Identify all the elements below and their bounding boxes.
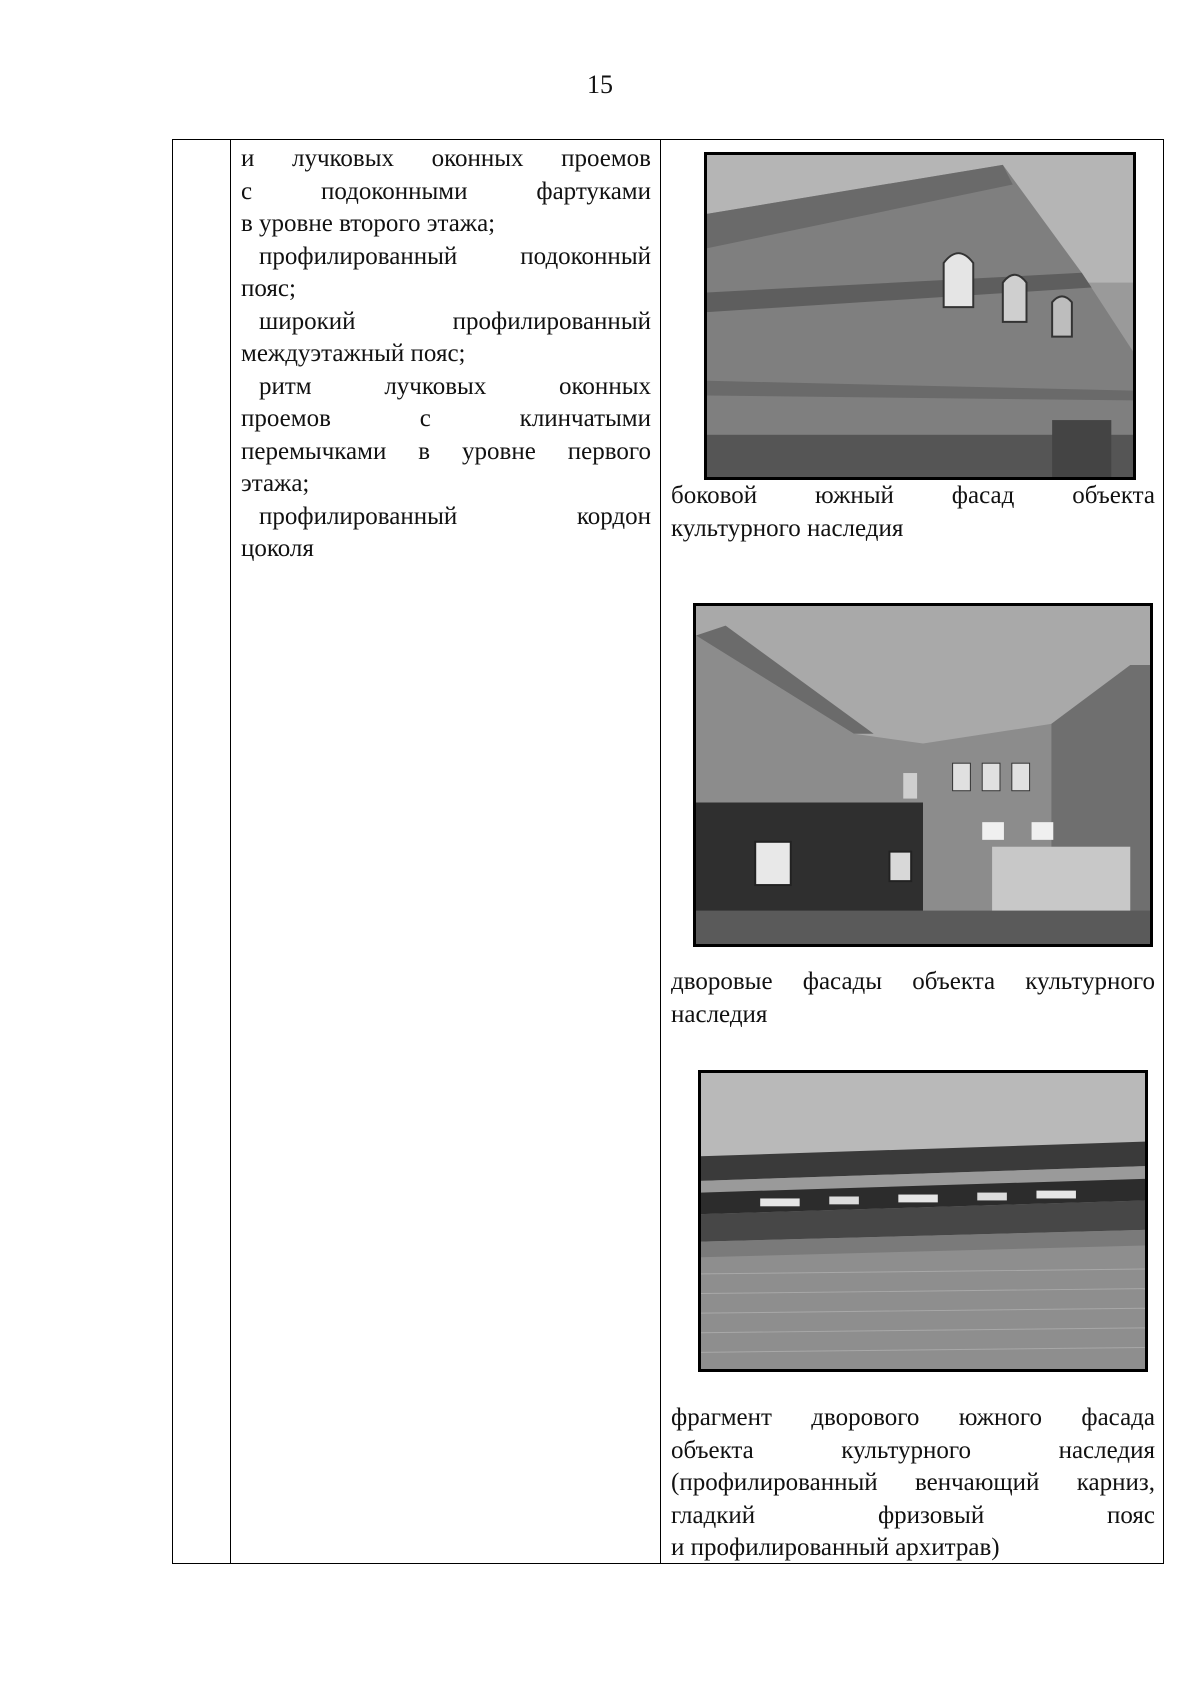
caption-line: объекта культурного наследия bbox=[671, 1436, 1155, 1464]
feature-line: пояс; bbox=[241, 275, 296, 302]
feature-plinth-cordon-tail bbox=[241, 533, 651, 566]
page-number: 15 bbox=[587, 70, 613, 99]
cornice-fragment-image bbox=[701, 1073, 1145, 1369]
column-divider-2 bbox=[660, 140, 661, 1563]
photo-south-facade bbox=[704, 152, 1136, 480]
photo-facade-fragment bbox=[698, 1070, 1148, 1372]
feature-line: ритм лучковых оконных bbox=[259, 372, 651, 400]
feature-line: в уровне второго этажа; bbox=[241, 210, 496, 237]
feature-plinth-cordon bbox=[241, 501, 651, 534]
feature-line: широкий профилированный bbox=[259, 307, 651, 335]
feature-line: проемов с клинчатыми bbox=[241, 405, 651, 432]
feature-window-rhythm-tail bbox=[241, 403, 651, 501]
caption-line: культурного наследия bbox=[671, 514, 904, 542]
feature-line: с подоконными фартуками bbox=[241, 177, 651, 205]
feature-interfloor-belt bbox=[241, 306, 651, 339]
caption-line: дворовые фасады объекта культурного bbox=[671, 968, 1155, 995]
feature-line: междуэтажный пояс; bbox=[241, 340, 466, 367]
feature-line: этажа; bbox=[241, 470, 310, 497]
feature-windows-second-floor bbox=[241, 143, 651, 241]
caption-facade-fragment bbox=[671, 1402, 1155, 1565]
caption-line: фрагмент дворового южного фасада bbox=[671, 1404, 1155, 1431]
courtyard-image bbox=[696, 606, 1150, 944]
feature-line: и лучковых оконных проемов bbox=[241, 145, 651, 172]
feature-line: профилированный подоконный bbox=[259, 242, 651, 270]
feature-line: профилированный кордон bbox=[259, 502, 651, 530]
caption-south-facade bbox=[671, 480, 1155, 545]
photo-column bbox=[671, 140, 1155, 1560]
caption-line: боковой южный фасад объекта bbox=[671, 482, 1155, 509]
heritage-table bbox=[172, 139, 1164, 1564]
feature-window-rhythm bbox=[241, 371, 651, 404]
photo-courtyard-facades bbox=[693, 603, 1153, 947]
feature-line: перемычками в уровне первого bbox=[241, 437, 651, 465]
protected-features-list bbox=[241, 143, 651, 566]
feature-sill-belt bbox=[241, 241, 651, 274]
feature-sill-belt-tail bbox=[241, 273, 651, 306]
building-facade-image bbox=[707, 155, 1133, 477]
feature-interfloor-belt-tail bbox=[241, 338, 651, 371]
caption-line: гладкий фризовый пояс bbox=[671, 1501, 1155, 1529]
caption-courtyard-facades bbox=[671, 966, 1155, 1031]
caption-line: наследия bbox=[671, 1000, 768, 1028]
caption-line: и профилированный архитрав) bbox=[671, 1534, 1000, 1561]
column-divider-1 bbox=[230, 140, 231, 1563]
caption-line: (профилированный венчающий карниз, bbox=[671, 1469, 1155, 1496]
feature-line: цоколя bbox=[241, 535, 314, 562]
